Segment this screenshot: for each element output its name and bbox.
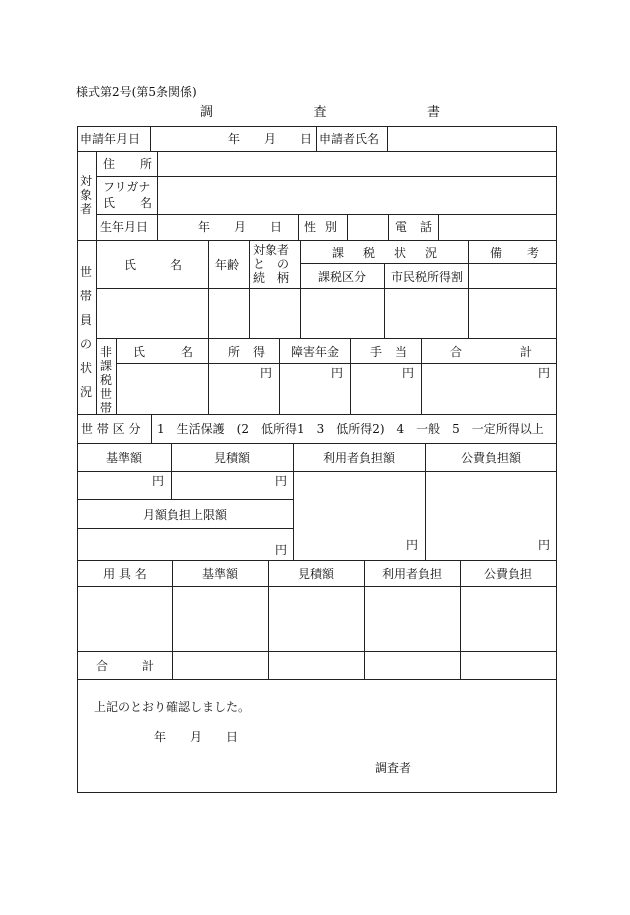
- phone-label-1: 電: [395, 220, 408, 234]
- equip-total-label-1: 合: [96, 659, 109, 673]
- equip-total-label-2: 計: [142, 659, 155, 673]
- applied-day-label: 日: [300, 132, 313, 146]
- confirm-year-label: 年: [154, 730, 167, 744]
- tax-status-2: 税: [363, 246, 376, 260]
- confirm-month-label: 月: [190, 730, 203, 744]
- household-class-label: 世 帯 区 分: [81, 422, 141, 436]
- gender-field[interactable]: [352, 217, 386, 237]
- nt-total-label-1: 合: [450, 345, 463, 359]
- applied-year-label: 年: [228, 132, 241, 146]
- member-name-field[interactable]: [99, 291, 206, 336]
- subject-group-label: 対 象 者: [79, 174, 92, 216]
- equip-header-standard: 基準額: [201, 567, 239, 581]
- nt-income-label-2: 得: [253, 345, 266, 359]
- form-number: 様式第2号(第5条関係): [76, 85, 197, 99]
- phone-field[interactable]: [442, 217, 554, 237]
- relation-label-2: と の: [253, 257, 290, 271]
- address-label-2: 所: [140, 157, 153, 171]
- nt-pension-yen: 円: [330, 366, 343, 380]
- confirmation-text: 上記のとおり確認しました。: [94, 700, 251, 714]
- public-burden-yen: 円: [537, 538, 550, 552]
- address-field[interactable]: [160, 154, 554, 174]
- member-name-label-1: 氏: [124, 258, 137, 272]
- nt-name-label-2: 名: [181, 345, 194, 359]
- address-label-1: 住: [103, 157, 116, 171]
- amount-header-standard: 基準額: [105, 451, 143, 465]
- applied-date-label: 申請年月日: [80, 132, 141, 146]
- member-city-tax-field[interactable]: [387, 291, 466, 336]
- tax-status-1: 課: [332, 246, 345, 260]
- age-label: 年齢: [215, 258, 240, 272]
- equip-header-estimate: 見積額: [297, 567, 335, 581]
- nt-total-label-2: 計: [520, 345, 533, 359]
- equip-name-field[interactable]: [80, 589, 170, 649]
- member-name-label-2: 名: [170, 258, 183, 272]
- gender-label-2: 別: [325, 220, 338, 234]
- equip-header-public-burden: 公費負担: [483, 567, 533, 581]
- member-relation-field[interactable]: [252, 291, 298, 336]
- nt-allowance-yen: 円: [401, 366, 414, 380]
- confirm-day-label: 日: [226, 730, 239, 744]
- amount-header-user-burden: 利用者負担額: [322, 451, 396, 465]
- amount-header-estimate: 見積額: [213, 451, 251, 465]
- birth-day-label: 日: [270, 220, 283, 234]
- amount-header-public-burden: 公費負担額: [460, 451, 522, 465]
- estimate-amount-yen: 円: [274, 474, 287, 488]
- member-remarks-field[interactable]: [471, 291, 554, 336]
- nt-income-label-1: 所: [228, 345, 241, 359]
- birth-month-label: 月: [234, 220, 247, 234]
- nt-name-label-1: 氏: [133, 345, 146, 359]
- surveyor-label: 調査者: [375, 761, 412, 775]
- non-taxable-label: 非 課 税 世 帯: [99, 345, 112, 415]
- tax-status-3: 状: [394, 246, 407, 260]
- phone-label-2: 話: [420, 220, 433, 234]
- tax-status-4: 況: [425, 246, 438, 260]
- monthly-cap-yen: 円: [274, 543, 287, 557]
- title-char: 査: [313, 105, 327, 120]
- member-tax-class-field[interactable]: [303, 291, 382, 336]
- standard-amount-yen: 円: [151, 474, 164, 488]
- nt-income-yen: 円: [259, 366, 272, 380]
- equip-header-user-burden: 利用者負担: [381, 567, 443, 581]
- title-char: 書: [426, 105, 440, 120]
- nt-allowance-label-1: 手: [370, 345, 383, 359]
- equip-header-name: 用 具 名: [103, 567, 147, 581]
- member-age-field[interactable]: [211, 291, 247, 336]
- user-burden-yen: 円: [405, 538, 418, 552]
- nt-name-field[interactable]: [119, 366, 206, 412]
- gender-label-1: 性: [304, 220, 317, 234]
- birth-date-label: 生年月日: [100, 220, 149, 234]
- nt-total-yen: 円: [537, 366, 550, 380]
- relation-label-1: 対象者: [253, 243, 290, 257]
- remarks-label-2: 考: [527, 246, 540, 260]
- furigana-label: フリガナ: [103, 180, 151, 194]
- applicant-name-field[interactable]: [392, 129, 552, 149]
- name-label-1: 氏: [103, 196, 116, 210]
- subject-name-field[interactable]: [160, 179, 554, 212]
- relation-label-3: 続 柄: [253, 271, 290, 285]
- remarks-label-1: 備: [490, 246, 503, 260]
- applied-month-label: 月: [264, 132, 277, 146]
- name-label-2: 名: [140, 196, 153, 210]
- nt-disability-pension-label: 障害年金: [291, 345, 340, 359]
- birth-year-label: 年: [198, 220, 211, 234]
- household-class-options[interactable]: 1 生活保護 (2 低所得1 3 低所得2) 4 一般 5 一定所得以上: [157, 422, 544, 436]
- city-tax-income-label: 市民税所得割: [391, 270, 464, 284]
- nt-allowance-label-2: 当: [395, 345, 408, 359]
- applicant-name-label: 申請者氏名: [319, 132, 380, 146]
- household-group-label: 世 帯 員 の 状 況: [79, 265, 92, 399]
- monthly-cap-label: 月額負担上限額: [142, 508, 228, 522]
- tax-class-label: 課税区分: [318, 270, 367, 284]
- title-char: 調: [200, 105, 214, 120]
